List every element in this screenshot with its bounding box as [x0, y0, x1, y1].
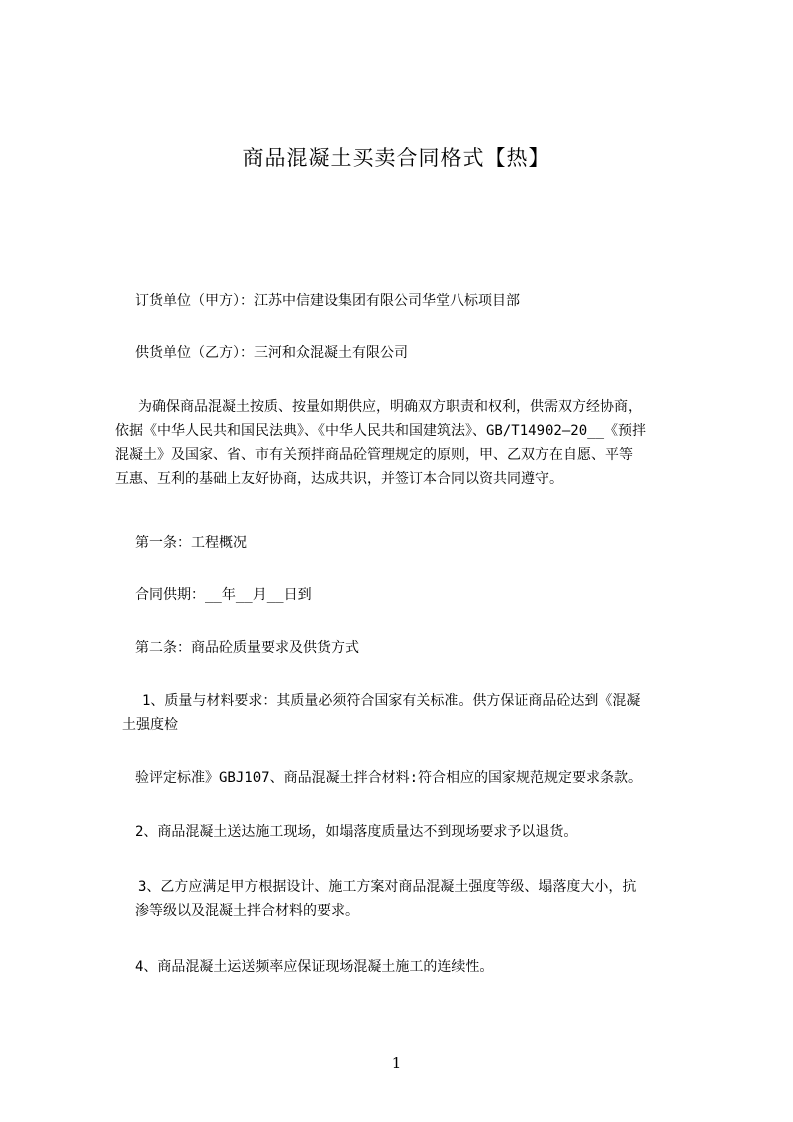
item3-line: 3、乙方应满足甲方根据设计、施工方案对商品混凝土强度等级、塌落度大小，抗 [138, 879, 637, 895]
preamble-line: 混凝土》及国家、省、市有关预拌商品砼管理规定的原则，甲、乙双方在自愿、平等 [115, 447, 633, 463]
item1-paragraph [115, 689, 715, 737]
item4-paragraph: 4、商品混凝土运送频率应保证现场混凝土施工的连续性。 [135, 959, 494, 975]
buyer-line: 订货单位（甲方）：江苏中信建设集团有限公司华堂八标项目部 [135, 293, 520, 309]
item2-paragraph: 2、商品混凝土送达施工现场，如塌落度质量达不到现场要求予以退货。 [135, 824, 578, 840]
supplier-line: 供货单位（乙方）：三河和众混凝土有限公司 [135, 345, 408, 361]
item1-line: 土强度检 [122, 717, 178, 733]
article1-heading: 第一条：工程概况 [135, 535, 247, 551]
item1-line: 1、质量与材料要求：其质量必须符合国家有关标准。供方保证商品砼达到《混凝 [142, 693, 641, 709]
document-title: 商品混凝土买卖合同格式【热】 [242, 146, 551, 170]
preamble-line: 互惠、互利的基础上友好协商，达成共识，并签订本合同以资共同遵守。 [115, 471, 563, 487]
item3-line: 渗等级以及混凝土拌合材料的要求。 [135, 903, 359, 919]
article2-heading: 第二条：商品砼质量要求及供货方式 [135, 640, 359, 656]
item3-paragraph [115, 875, 715, 923]
item1-continuation: 验评定标准》GBJ107、商品混凝土拌合材料:符合相应的国家规范规定要求条款。 [135, 770, 642, 786]
preamble-line: 依据《中华人民共和国民法典》、《中华人民共和国建筑法》、GB/T14902—20__《预拌 [115, 423, 647, 439]
supply-period-line: 合同供期：__年__月__日到 [135, 587, 312, 603]
preamble-paragraph [115, 395, 715, 491]
preamble-line: 为确保商品混凝土按质、按量如期供应，明确双方职责和权利，供需双方经协商， [138, 399, 642, 415]
page-number: 1 [391, 1054, 402, 1072]
